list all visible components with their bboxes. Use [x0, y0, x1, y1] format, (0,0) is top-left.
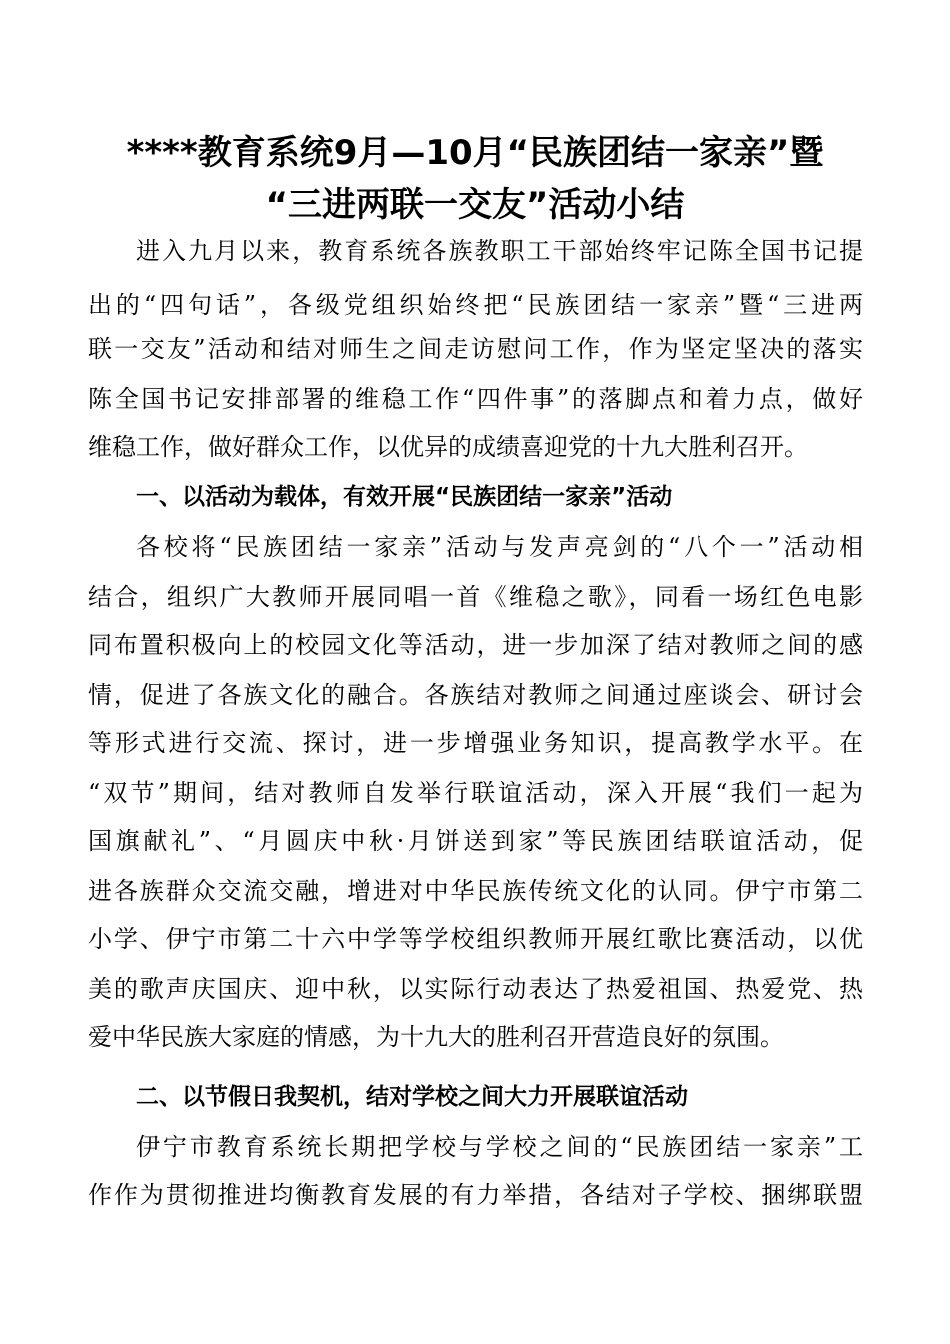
section-1-paragraph-line: 小学、伊宁市第二十六中学等学校组织教师开展红歌比赛活动，以优 [88, 925, 863, 953]
intro-paragraph-line: 联一交友”活动和结对师生之间走访慰问工作，作为坚定坚决的落实 [88, 335, 863, 363]
intro-paragraph-line: 出的“四句话”，各级党组织始终把“民族团结一家亲”暨“三进两 [88, 291, 863, 319]
section-1-paragraph-line: 爱中华民族大家庭的情感，为十九大的胜利召开营造良好的氛围。 [88, 1023, 784, 1051]
intro-paragraph-line: 进入九月以来，教育系统各族教职工干部始终牢记陈全国书记提 [136, 237, 863, 265]
section-1-paragraph-line: 情，促进了各族文化的融合。各族结对教师之间通过座谈会、研讨会 [88, 681, 863, 709]
intro-paragraph-line: 维稳工作，做好群众工作，以优异的成绩喜迎党的十九大胜利召开。 [88, 433, 808, 461]
document-title-line-1: ****教育系统9月—10月“民族团结一家亲”暨 [126, 133, 824, 173]
section-1-paragraph-line: 进各族群众交流交融，增进对中华民族传统文化的认同。伊宁市第二 [88, 877, 863, 905]
section-heading-1: 一、以活动为载体，有效开展“民族团结一家亲”活动 [136, 484, 673, 510]
intro-paragraph-line: 陈全国书记安排部署的维稳工作“四件事”的落脚点和着力点，做好 [88, 385, 863, 413]
section-1-paragraph-line: 等形式进行交流、探讨，进一步增强业务知识，提高教学水平。在 [88, 729, 863, 757]
section-1-paragraph-line: 各校将“民族团结一家亲”活动与发声亮剑的“八个一”活动相 [136, 533, 863, 561]
section-heading-2: 二、以节假日我契机，结对学校之间大力开展联谊活动 [136, 1084, 688, 1110]
section-2-paragraph-line: 伊宁市教育系统长期把学校与学校之间的“民族团结一家亲”工 [136, 1133, 863, 1161]
section-1-paragraph-line: 结合，组织广大教师开展同唱一首《维稳之歌》，同看一场红色电影 [88, 583, 863, 611]
section-1-paragraph-line: 国旗献礼”、“月圆庆中秋·月饼送到家”等民族团结联谊活动，促 [88, 827, 863, 855]
section-1-paragraph-line: 美的歌声庆国庆、迎中秋，以实际行动表达了热爱祖国、热爱党、热 [88, 975, 863, 1003]
section-1-paragraph-line: “双节”期间，结对教师自发举行联谊活动，深入开展“我们一起为 [88, 779, 863, 807]
document-title-line-2: “三进两联一交友”活动小结 [265, 185, 685, 225]
section-1-paragraph-line: 同布置积极向上的校园文化等活动，进一步加深了结对教师之间的感 [88, 631, 863, 659]
section-2-paragraph-line: 作作为贯彻推进均衡教育发展的有力举措，各结对子学校、捆绑联盟 [88, 1181, 863, 1209]
